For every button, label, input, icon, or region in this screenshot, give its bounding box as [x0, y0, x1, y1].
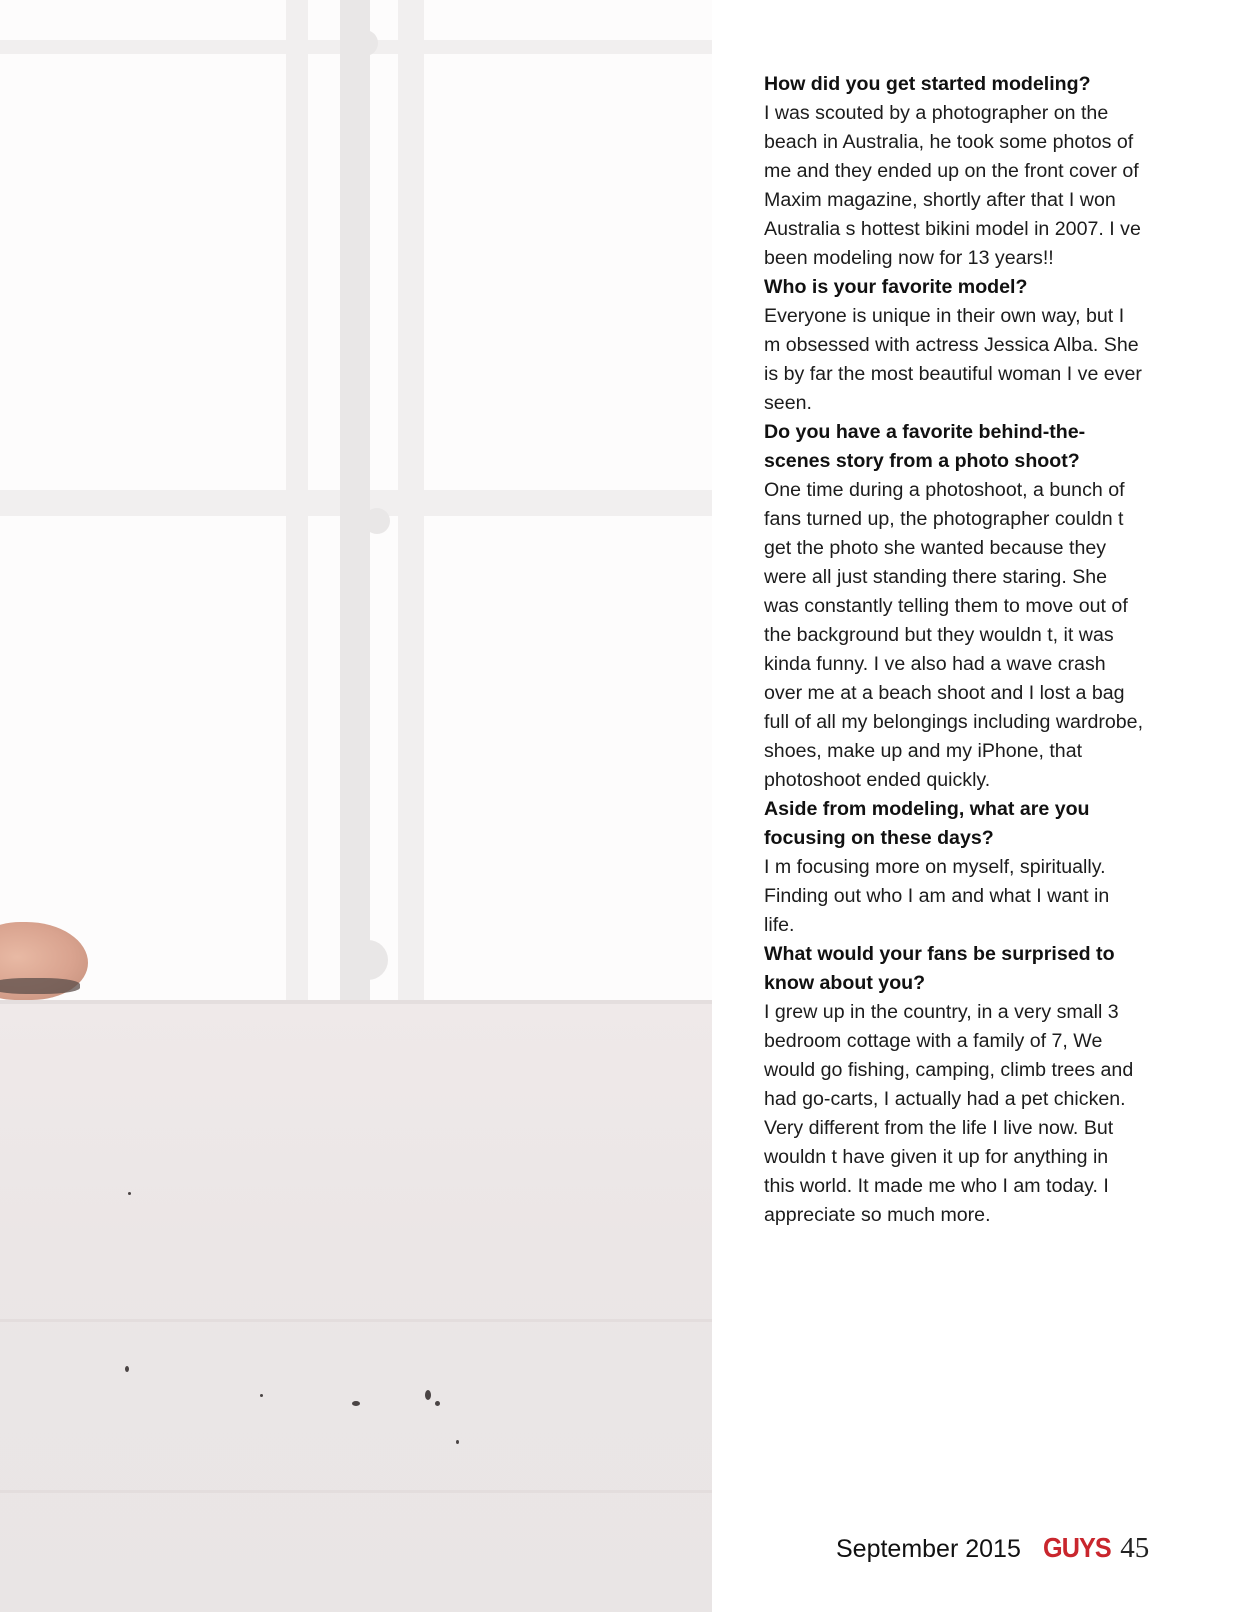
answer: I was scouted by a photographer on the beach in Australia, he took some photos of me and they ended up on the front cover of Maxim magazine, shortly after that I won Australia s hottest bikini model in 2007. I ve been modeling now for 13 years!!	[764, 102, 1141, 269]
concrete-wall	[0, 1004, 712, 1612]
question: Do you have a favorite behind-the-scenes story from a photo shoot?	[764, 421, 1086, 472]
answer: I grew up in the country, in a very small 3 bedroom cottage with a family of 7, We would go fishing, camping, climb trees and had go-carts, I actually had a pet chicken. Very different from the life I live now. But wouldn t have given it up for anything in this world. It made me who I am today. I appreciate so much more.	[764, 1001, 1134, 1226]
brick-line	[0, 1490, 712, 1493]
answer: Everyone is unique in their own way, but I m obsessed with actress Jessica Alba. She is by far the most beautiful woman I ve ever seen.	[764, 305, 1142, 414]
page-number: 45	[1120, 1532, 1150, 1564]
wall-speck	[125, 1366, 129, 1372]
wall-speck	[425, 1390, 431, 1400]
brick-line	[0, 1319, 712, 1322]
qa-block	[764, 940, 1144, 1230]
page-footer	[836, 1532, 1149, 1572]
qa-block	[764, 418, 1144, 795]
window-bolt	[348, 940, 388, 980]
wall-speck	[352, 1401, 360, 1406]
question: What would your fans be surprised to know about you?	[764, 943, 1115, 994]
window-bolt	[364, 508, 390, 534]
qa-block	[764, 273, 1144, 418]
question: Aside from modeling, what are you focusing on these days?	[764, 798, 1090, 849]
question: How did you get started modeling?	[764, 73, 1091, 95]
issue-date: September 2015	[836, 1535, 1021, 1563]
question: Who is your favorite model?	[764, 276, 1028, 298]
window-mullion	[286, 0, 308, 1004]
window-mullion	[398, 0, 424, 1004]
interview-article	[764, 70, 1144, 1230]
answer: One time during a photoshoot, a bunch of fans turned up, the photographer couldn t get the photo she wanted because they were all just standing there staring. She was constantly telling them to move out of the background but they wouldn t, it was kinda funny. I ve also had a wave crash over me at a beach shoot and I lost a bag full of all my belongings including wardrobe, shoes, make up and my iPhone, that photoshoot ended quickly.	[764, 479, 1144, 791]
window-bolt	[352, 30, 378, 56]
wall-speck	[128, 1192, 131, 1195]
qa-block	[764, 795, 1144, 940]
window-mullion	[340, 0, 370, 1004]
wall-speck	[456, 1440, 459, 1444]
hand-shadow	[0, 978, 80, 994]
magazine-logo: GUYS	[1042, 1532, 1111, 1563]
wall-speck	[435, 1401, 440, 1406]
qa-block	[764, 70, 1144, 273]
wall-speck	[260, 1394, 263, 1397]
answer: I m focusing more on myself, spiritually. Finding out who I am and what I want in life.	[764, 856, 1110, 936]
